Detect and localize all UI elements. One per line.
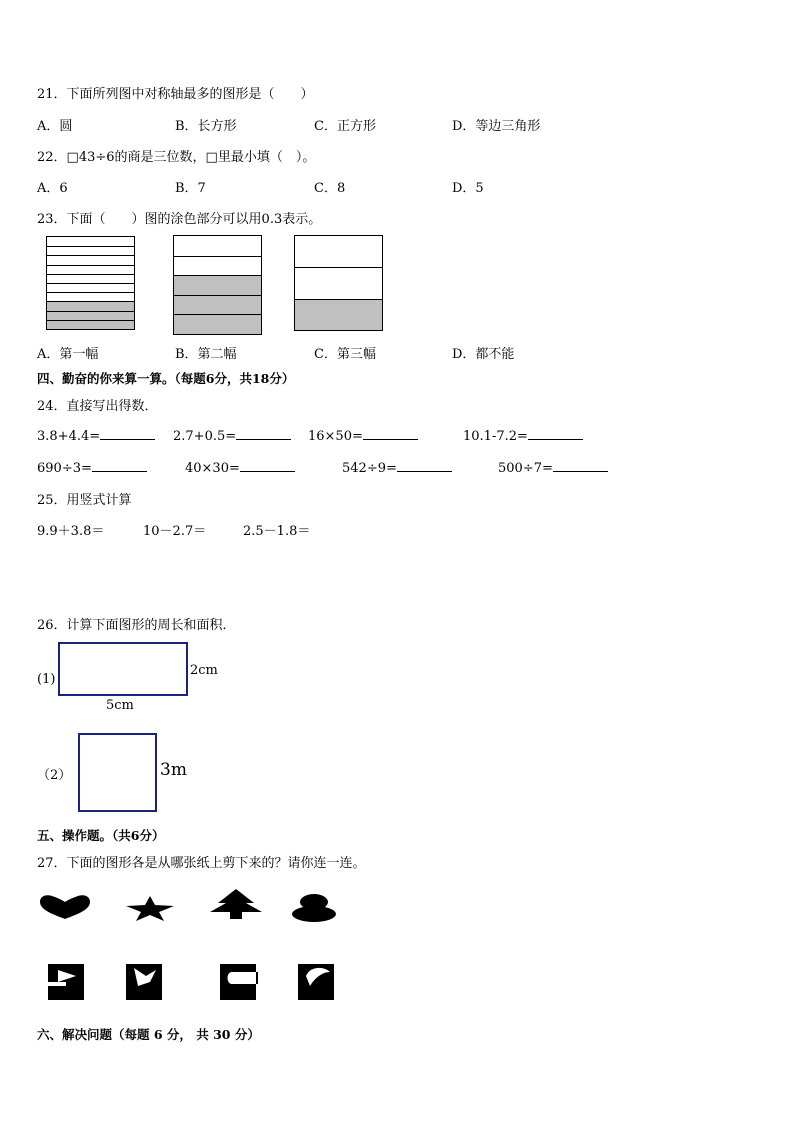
shaded-figure-1 [46,236,135,330]
q21-stem: 21．下面所列图中对称轴最多的图形是（ ） [37,87,314,102]
q27-stem: 27．下面的图形各是从哪张纸上剪下来的？请你连一连。 [37,856,366,871]
arrow-tree-icon [208,888,264,920]
square-side-label: 3m [160,760,187,780]
shaded-figure-2 [173,235,262,335]
fig1-part [47,274,134,283]
fig3-part [295,236,382,267]
q24-item-3: 16×50= [308,427,418,444]
fig1-part [47,265,134,274]
section-5-title: 五、操作题。（共6分） [37,828,165,843]
q21-option-c: C．正方形 [314,119,376,134]
q24-item-7: 542÷9= [342,459,452,476]
section-4-title: 四、勤奋的你来算一算。（每题6分，共18分） [37,371,295,386]
q23-stem: 23．下面（ ）图的涂色部分可以用0.3表示。 [37,212,322,227]
q24-item-4: 10.1-7.2= [463,427,583,444]
q22-option-d: D．5 [452,181,484,196]
paper-cut-2 [124,962,164,1002]
fig1-part [47,320,134,329]
q23-option-a: A．第一幅 [37,347,99,362]
fig3-part [295,267,382,298]
cloud-icon [290,893,338,923]
fig1-part [47,246,134,255]
rectangle-width-label: 5cm [106,698,134,713]
q26-stem: 26．计算下面图形的周长和面积． [37,618,236,633]
q23-option-b: B．第二幅 [175,347,237,362]
shaded-figure-3 [294,235,383,331]
section-6-title: 六、解决问题（每题 6 分， 共 30 分） [37,1027,260,1042]
fig2-part [174,295,261,315]
q23-option-c: C．第三幅 [314,347,376,362]
q25-item-3: 2.5－1.8＝ [243,524,311,539]
fig2-part [174,275,261,295]
q25-item-1: 9.9＋3.8＝ [37,524,105,539]
star-icon [124,894,176,922]
q21-option-d: D．等边三角形 [452,119,541,134]
q22-option-b: B．7 [175,181,206,196]
paper-cut-3 [218,962,258,1002]
q26-fig1-label: (1) [37,672,56,687]
q24-item-6: 40×30= [185,459,295,476]
q24-item-2: 2.7+0.5= [173,427,291,444]
fig2-part [174,256,261,276]
q21-option-b: B．长方形 [175,119,237,134]
q22-option-a: A．6 [37,181,68,196]
rectangle-height-label: 2cm [190,663,218,678]
rectangle-figure [58,642,188,696]
fig1-part [47,292,134,301]
fig1-part [47,311,134,320]
heart-icon [38,893,92,921]
fig1-part [47,255,134,264]
q24-stem: 24．直接写出得数． [37,399,158,414]
q21-option-a: A．圆 [37,119,73,134]
fig1-part [47,283,134,292]
q23-option-d: D．都不能 [452,347,515,362]
q22-stem: 22．□43÷6的商是三位数，□里最小填（ ）。 [37,150,316,165]
q26-fig2-label: （2） [37,768,72,783]
fig1-part [47,237,134,246]
q24-item-8: 500÷7= [498,459,608,476]
paper-cut-4 [296,962,336,1002]
q24-item-5: 690÷3= [37,459,147,476]
q25-item-2: 10－2.7＝ [143,524,207,539]
paper-cut-1 [46,962,86,1002]
q24-item-1: 3.8+4.4= [37,427,155,444]
fig2-part [174,314,261,334]
fig2-part [174,236,261,256]
square-figure [78,733,157,812]
q25-stem: 25．用竖式计算 [37,493,132,508]
q22-option-c: C．8 [314,181,346,196]
fig1-part [47,301,134,310]
fig3-part [295,299,382,330]
